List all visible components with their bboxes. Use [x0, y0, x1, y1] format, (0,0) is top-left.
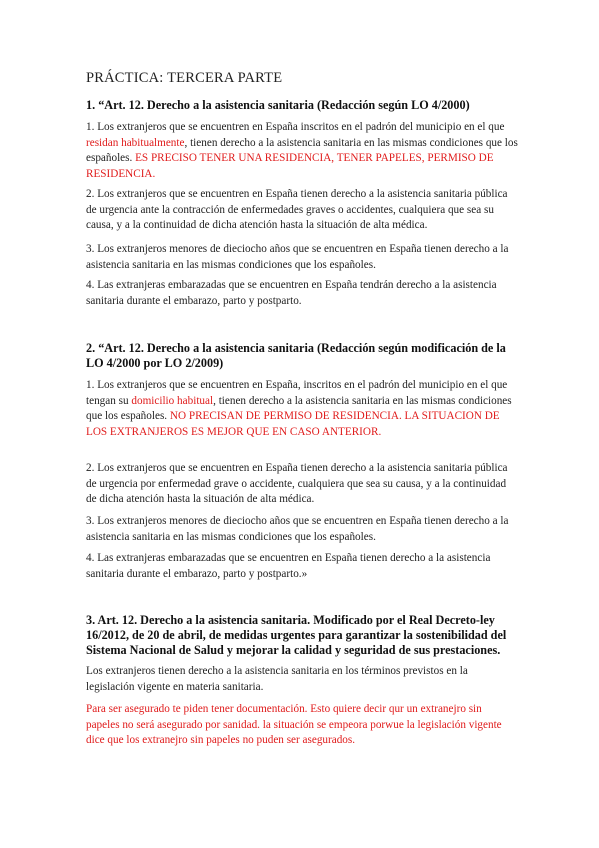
section-3-heading: 3. Art. 12. Derecho a la asistencia sanitaria. Modificado por el Real Decreto-ley 16/2012, de 20 de abril, de medidas urgentes para garantizar la sostenibilidad del Sistema Nacional de Salud y mejorar la calidad y seguridad de sus prestaciones.: [86, 613, 507, 657]
section-2-paragraph-4: 4. Las extranjeras embarazadas que se encuentren en España tienen derecho a la asistencia sanitaria durante el embarazo, parto y postparto.»: [86, 552, 491, 580]
section-1-paragraph-2: 2. Los extranjeros que se encuentren en España tienen derecho a la asistencia sanitaria pública de urgencia ante la contracción de enfermedades graves o accidentes, cualquiera que sea su causa, y a la continuidad de dicha atención hasta la situación de alta médica.: [86, 188, 508, 232]
section-2-paragraph-2: 2. Los extranjeros que se encuentren en España tienen derecho a la asistencia sanitaria pública de urgencia por enfermedad grave o accidente, cualquiera que sea su causa, y a la continuidad de dicha atención hasta la situación de alta médica.: [86, 462, 508, 506]
section-1-paragraph-1: [86, 120, 518, 182]
section-2-paragraph-3: 3. Los extranjeros menores de dieciocho años que se encuentren en España tienen derecho a la asistencia sanitaria en las mismas condiciones que los españoles.: [86, 515, 509, 543]
section-1-paragraph-1-text-b: , tienen derecho a la asistencia sanitaria en las mismas condiciones que los españoles.: [86, 136, 518, 165]
section-1-annotation: ES PRECISO TENER UNA RESIDENCIA, TENER PAPELES, PERMISO DE RESIDENCIA.: [86, 152, 494, 180]
section-1-paragraph-3: 3. Los extranjeros menores de dieciocho años que se encuentren en España tienen derecho a la asistencia sanitaria en las mismas condiciones que los españoles.: [86, 243, 509, 271]
section-2-highlight-domicile: domicilio habitual: [131, 394, 214, 407]
section-2-paragraph-1-text-b: , tienen derecho a la asistencia sanitaria en las mismas condiciones que los españoles.: [86, 394, 512, 423]
section-1-highlight-residence: residan habitualmente: [86, 136, 185, 149]
section-1-paragraph-4: 4. Las extranjeras embarazadas que se encuentren en España tendrán derecho a la asistencia sanitaria durante el embarazo, parto y postparto.: [86, 279, 497, 307]
section-1-heading: 1. “Art. 12. Derecho a la asistencia sanitaria (Redacción según LO 4/2000): [86, 98, 470, 112]
section-2-paragraph-1-text-a: 1. Los extranjeros que se encuentren en España, inscritos en el padrón del municipio en el que tengan su: [86, 379, 508, 407]
page-title: PRÁCTICA: TERCERA PARTE: [86, 70, 283, 86]
section-3-paragraph-1: Los extranjeros tienen derecho a la asistencia sanitaria en los términos previstos en la legislación vigente en materia sanitaria.: [86, 665, 468, 693]
section-1-paragraph-1-text-a: 1. Los extranjeros que se encuentren en España inscritos en el padrón del municipio en el que: [86, 121, 505, 133]
section-2-annotation: NO PRECISAN DE PERMISO DE RESIDENCIA. LA SITUACION DE LOS EXTRANJEROS ES MEJOR QUE EN CASO ANTERIOR.: [86, 410, 500, 438]
section-2-heading: 2. “Art. 12. Derecho a la asistencia sanitaria (Redacción según modificación de la LO 4/2000 por LO 2/2009): [86, 341, 506, 370]
section-2-paragraph-1: [86, 378, 518, 440]
section-3-annotation: Para ser asegurado te piden tener documentación. Esto quiere decir qur un extranejro sin papeles no será asegurado por sanidad. la situación se empeora porwue la legislación vigente dice que los extranejro sin papeles no puden ser asegurados.: [86, 703, 502, 747]
